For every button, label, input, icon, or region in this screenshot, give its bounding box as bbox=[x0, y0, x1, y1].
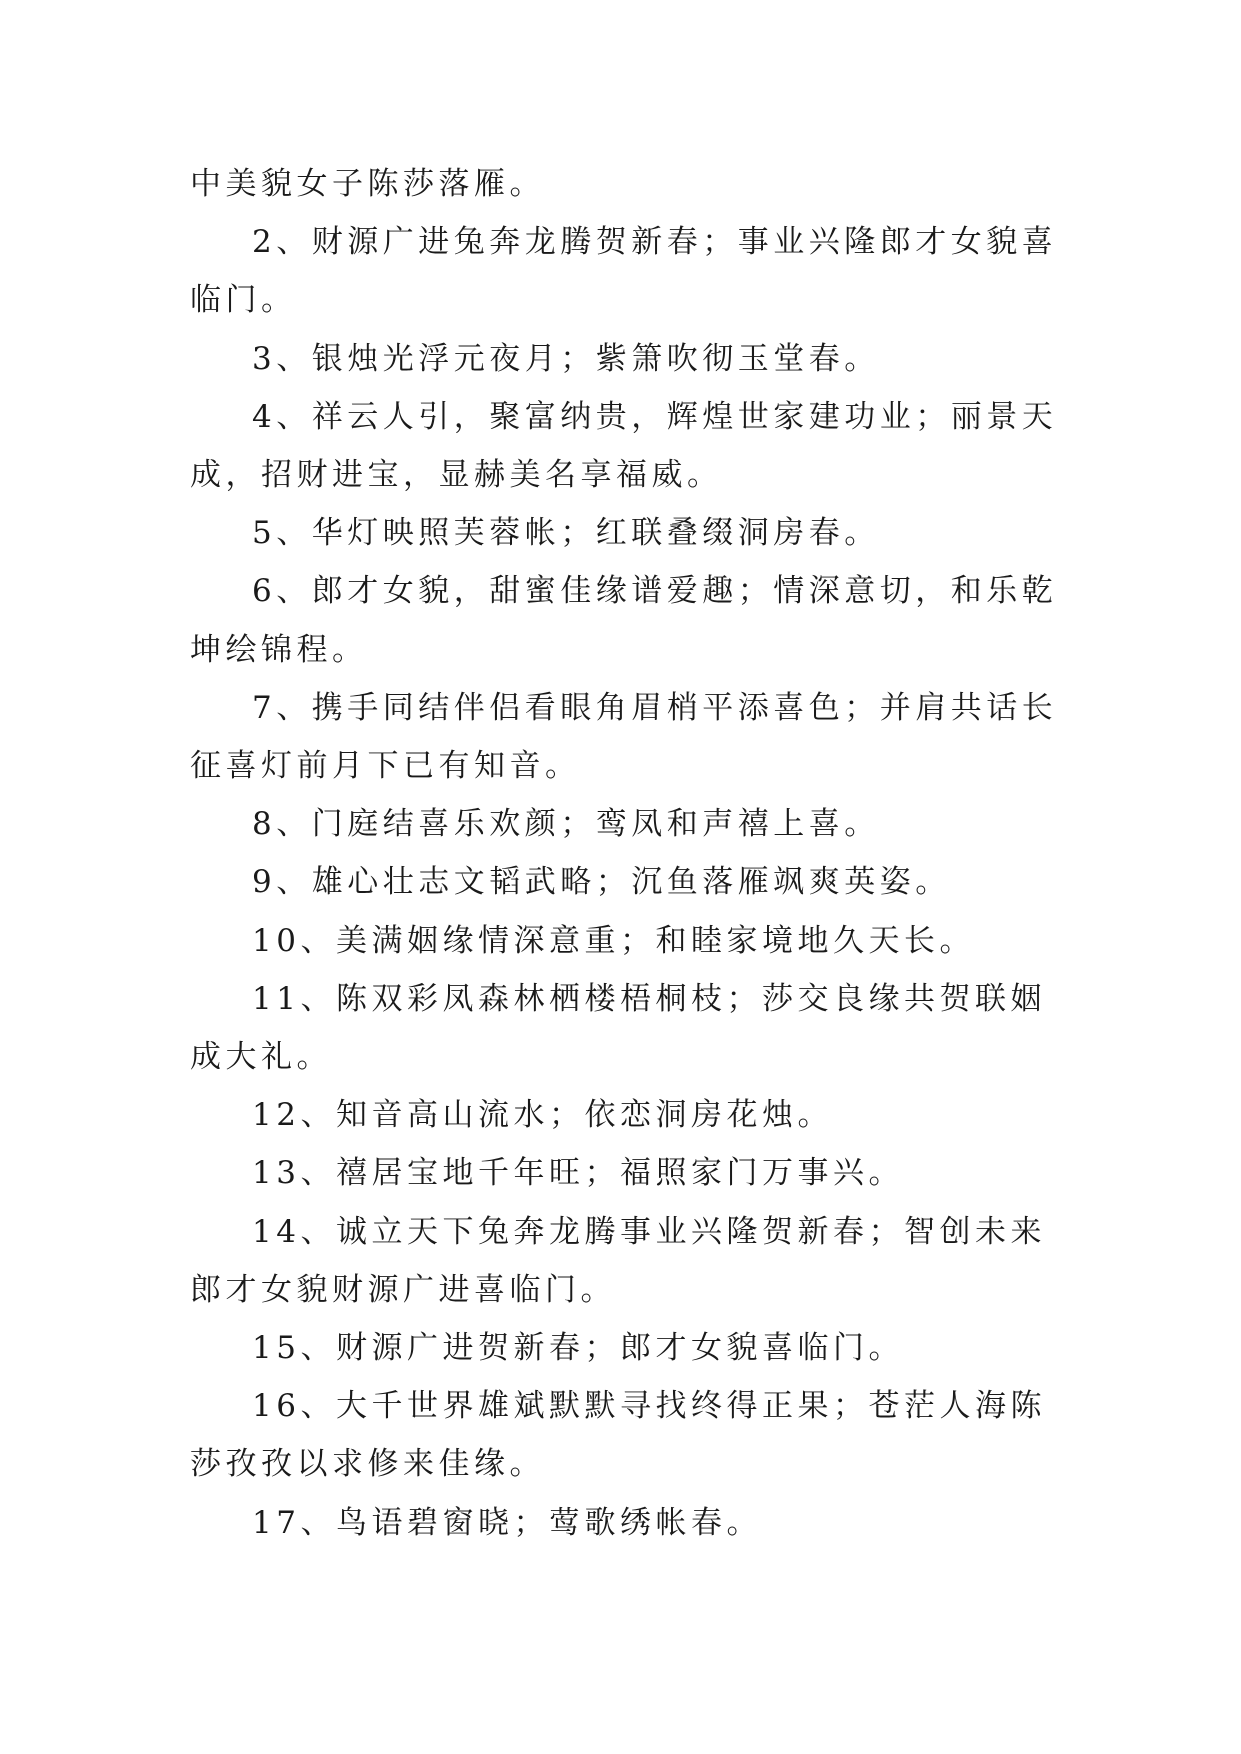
paragraph-continuation: 中美貌女子陈莎落雁。 bbox=[190, 166, 545, 202]
couplet-3: 3、银烛光浮元夜月；紫箫吹彻玉堂春。 bbox=[252, 340, 880, 377]
couplet-14: 14、诚立天下兔奔龙腾事业兴隆贺新春；智创未来郎才女貌财源广进喜临门。 bbox=[190, 1213, 1046, 1308]
couplet-7: 7、携手同结伴侣看眼角眉梢平添喜色；并肩共话长征喜灯前月下已有知音。 bbox=[190, 689, 1058, 785]
couplet-9: 9、雄心壮志文韬武略；沉鱼落雁飒爽英姿。 bbox=[252, 864, 951, 901]
couplet-2: 2、财源广进兔奔龙腾贺新春；事业兴隆郎才女貌喜临门。 bbox=[190, 224, 1058, 319]
couplet-13: 13、禧居宝地千年旺；福照家门万事兴。 bbox=[252, 1155, 904, 1192]
couplet-10: 10、美满姻缘情深意重；和睦家境地久天长。 bbox=[252, 922, 975, 959]
couplet-6: 6、郎才女貌，甜蜜佳缘谱爱趣；情深意切，和乐乾坤绘锦程。 bbox=[190, 573, 1058, 668]
couplet-15: 15、财源广进贺新春；郎才女貌喜临门。 bbox=[252, 1330, 904, 1367]
couplet-4: 4、祥云人引，聚富纳贵，辉煌世家建功业；丽景天成，招财进宝，显赫美名享福威。 bbox=[190, 398, 1058, 494]
couplet-11: 11、陈双彩凤森林栖楼梧桐枝；莎交良缘共贺联姻成大礼。 bbox=[190, 980, 1046, 1076]
couplet-5: 5、华灯映照芙蓉帐；红联叠缀洞房春。 bbox=[252, 515, 880, 552]
couplet-17: 17、鸟语碧窗晓；莺歌绣帐春。 bbox=[252, 1504, 762, 1541]
couplet-12: 12、知音高山流水；依恋洞房花烛。 bbox=[252, 1097, 833, 1134]
couplet-8: 8、门庭结喜乐欢颜；鸾凤和声禧上喜。 bbox=[252, 806, 880, 843]
couplet-16: 16、大千世界雄斌默默寻找终得正果；苍茫人海陈莎孜孜以求修来佳缘。 bbox=[190, 1388, 1046, 1483]
document-body bbox=[190, 155, 1060, 1552]
